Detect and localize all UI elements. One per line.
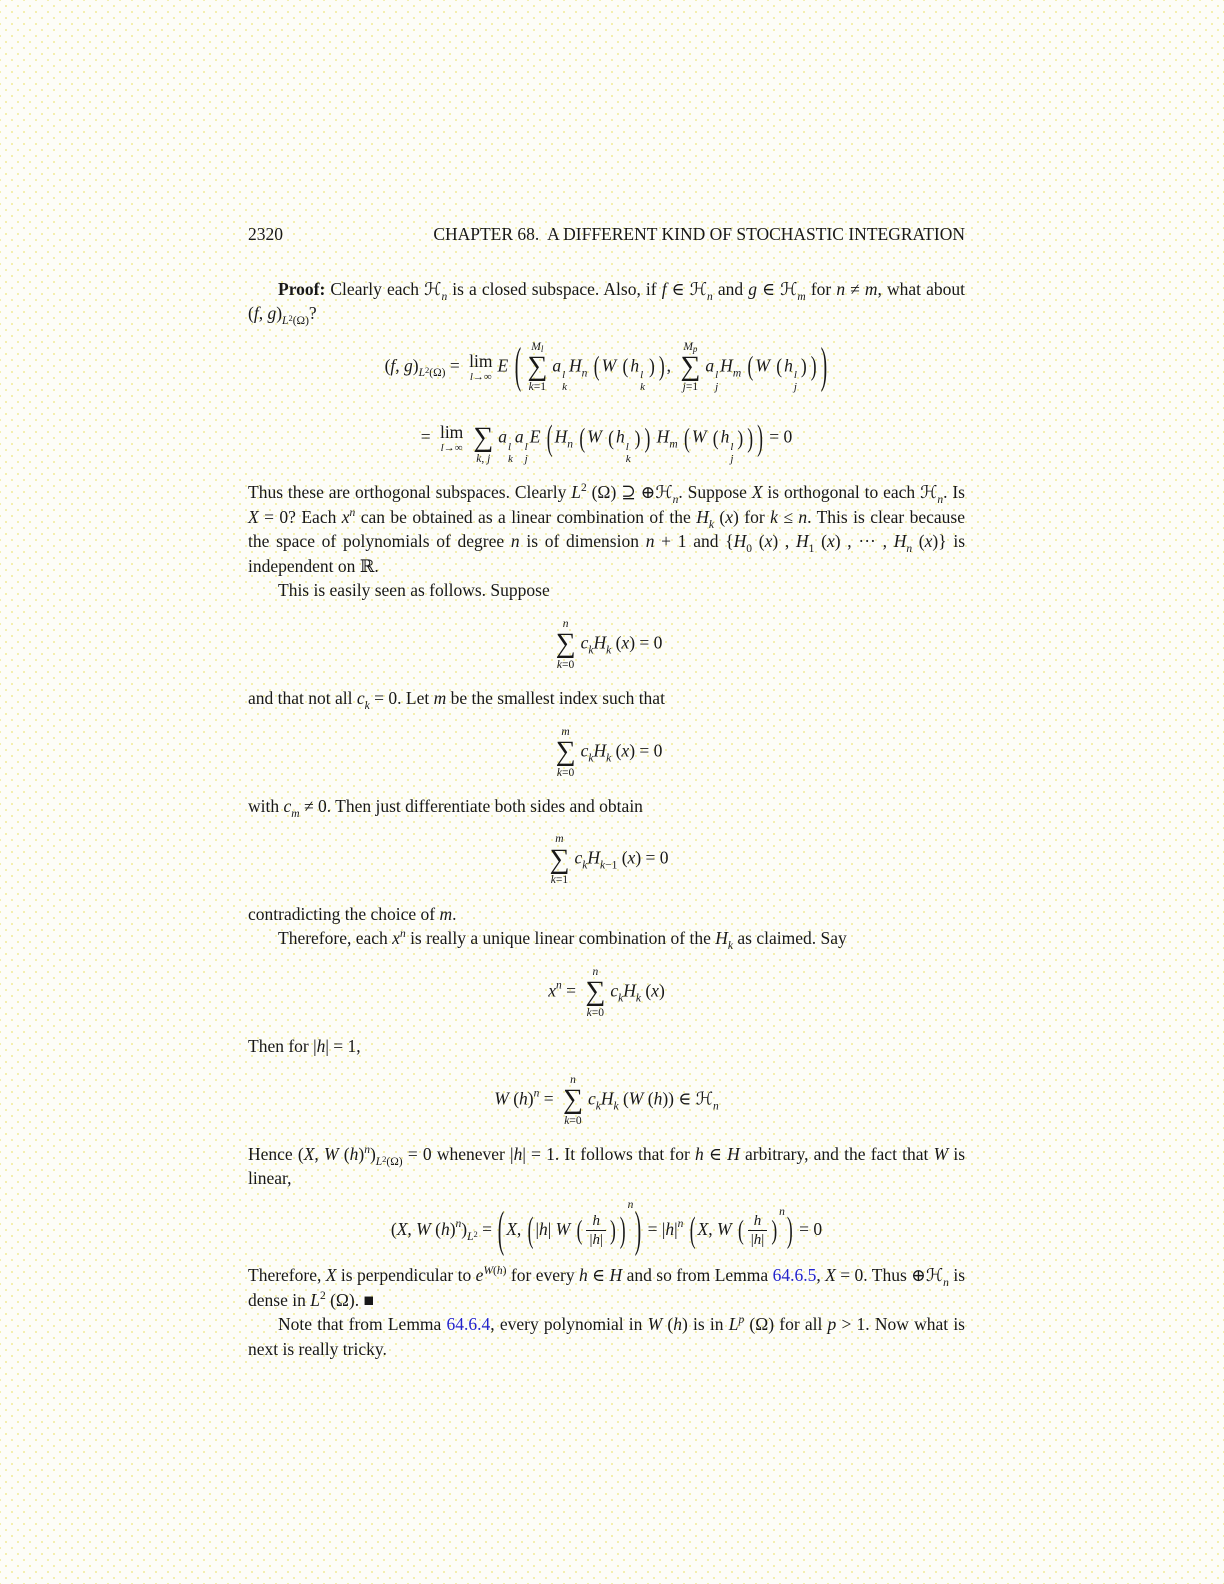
conclusion-paragraph [248, 1263, 965, 1312]
then-for-h-paragraph: Then for |h| = 1, [248, 1036, 361, 1057]
lemma-link-64-6-4[interactable]: 64.6.4 [446, 1314, 491, 1335]
differentiate-paragraph: with $c_m \ne 0$. Then just differentiate both sides and obtain [248, 795, 643, 820]
equation-inner-product [248, 336, 965, 467]
orthogonal-subspaces-paragraph: Thus these are orthogonal subspaces. Clearly $L^2$ (Ω) ⊇ ⊕ℋ$_n$. Suppose X is orthogonal to each ℋ$_n$. Is X = 0? Each $x^n$ can be obtained as a linear combination of the $H_k$ (x) for k ≤ n. This is clear because the space of polynomials of degree n is of dimension n + 1 and {$H_0$ (x) , $H_1$ (x) , ··· , $H_n$ (x)} is independent on ℝ. [248, 482, 966, 576]
equation-scaling: (X, W $(h)^n)_{L^2} = (X$, ( |h| W ( $\frac{h}{|h|}$ ) )$^n) = |h|^n$ ( X, W ( $\frac{h}{|h|}$ )$^n$ ) = 0 [390, 1198, 823, 1258]
equation-xn-expansion: $x^n$ = n ∑ k=0 $c_kH_k$ (x) [548, 965, 665, 1019]
hence-paragraph: Hence (X, W $(h)^n)_{L^2(\Omega)} = 0$ whenever |h| = 1. It follows that for h ∈ H arbitrary, and the fact that W is linear, [248, 1143, 966, 1189]
easily-seen-paragraph: This is easily seen as follows. Suppose [278, 580, 550, 601]
lemma-link-64-6-5[interactable]: 64.6.5 [772, 1265, 817, 1286]
page-header [248, 222, 965, 247]
equation-sum-m-zero: m ∑ k=0 $c_kH_k$ (x) = 0 [555, 725, 663, 779]
note-text-b: , every polynomial in W (h) is in $L^p$ (Ω) for all p > 1. Now what is next is really tricky. [248, 1314, 965, 1359]
conclusion-text-a: Therefore, X is perpendicular to $e^{W(h)}$ for every h ∈ H and so from Lemma [248, 1265, 773, 1286]
proof-label: Proof: [278, 278, 326, 299]
equation-inner-product-line1: (f, $g)_{L^2(\Omega)}$ = lim l→∞ E ( Ml ∑ k=1 a l k $H_n$ ( W ( h l k ) ) , Mp ∑ j=1 a l j $H_m$ ( W ( h l j ) ) ) [384, 336, 827, 394]
proof-intro-text: Clearly each ℋ$_n$ is a closed subspace. Also, if f ∈ ℋ$_n$ and g ∈ ℋ$_m$ for n ≠ m, what about (f, $g)_{L^2(\Omega)}$? [248, 278, 965, 327]
proof-intro-paragraph [248, 277, 965, 326]
chapter-title: CHAPTER 68. A DIFFERENT KIND OF STOCHASTIC INTEGRATION [433, 224, 965, 244]
equation-inner-product-line2: = lim l→∞ ∑ k, j a l k a l j E ( $H_n$ ( W ( h l k ) ) $H_m$ ( W ( h l j ) ) ) = 0 [420, 416, 793, 465]
unique-combination-paragraph: Therefore, each $x^n$ is really a unique linear combination of the $H_k$ as claimed. Say [278, 928, 847, 953]
page-number: 2320 [248, 224, 283, 244]
equation-wh-expansion: W $(h)^n$ = n ∑ k=0 $c_kH_k$ (W (h)) ∈ ℋ$_n$ [494, 1073, 719, 1127]
equation-sum-derivative: m ∑ k=1 $c_kH_{k-1}$ (x) = 0 [549, 833, 669, 887]
note-paragraph [248, 1312, 965, 1361]
contradicting-paragraph: contradicting the choice of m. [248, 903, 457, 924]
note-text-a: Note that from Lemma [278, 1314, 447, 1335]
conclusion-text-b: , X = 0. Thus ⊕ℋ$_n$ is dense in $L^2$ (Ω). ■ [248, 1265, 965, 1310]
not-all-ck-paragraph: and that not all $c_k = 0$. Let m be the smallest index such that [248, 688, 665, 713]
equation-sum-n-zero: n ∑ k=0 $c_kH_k$ (x) = 0 [555, 617, 663, 671]
